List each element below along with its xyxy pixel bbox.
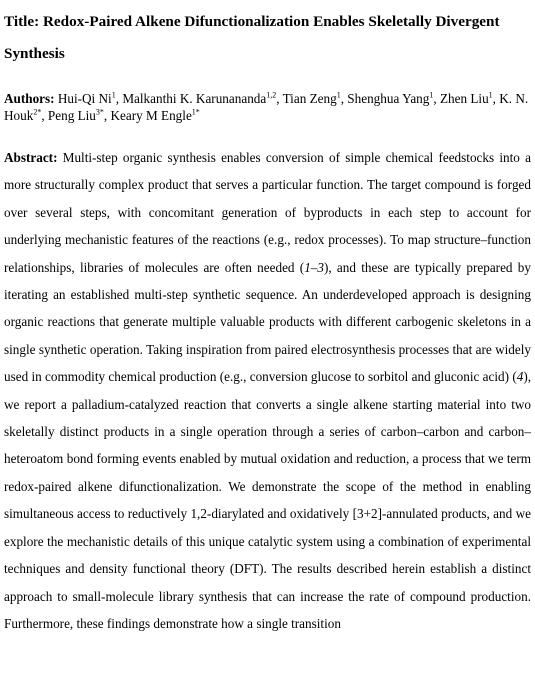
title-text: Redox-Paired Alkene Difunctionalization Enables Skeletally Divergent Synthesis: [4, 13, 500, 62]
abstract-text-2: ), and these are typically prepared by iterating an established multi-step synthetic sequence. An underdeveloped approach is designing organic reactions that generate multiple valuable products with different carbogenic skeletons in a single synthetic operation. Taking inspiration from paired electrosynthesis processes that are widely used in commodity chemical production (e.g., conversion glucose to sorbitol and gluconic acid) (: [4, 259, 531, 385]
author-name: Hui-Qi Ni: [57, 91, 112, 106]
author-affiliation: 1,2: [266, 90, 277, 100]
abstract-paragraph: [4, 144, 531, 637]
author-affiliation: 1*: [191, 107, 200, 117]
author-name: Peng Liu: [47, 108, 96, 123]
authors-label: Authors:: [4, 91, 55, 106]
author-name: Shenghua Yang: [347, 91, 430, 106]
author-name: Malkanthi K. Karunananda: [122, 91, 267, 106]
abstract-text-1: Multi-step organic synthesis enables conversion of simple chemical feedstocks into a more structurally complex product that serves a particular function. The target compound is forged over several steps, with concomitant generation of byproducts in each step to account for underlying mechanistic features of the reactions (e.g., redox processes). To map structure–function relationships, libraries of molecules are often needed (: [4, 150, 531, 275]
author-name: Tian Zeng: [282, 91, 337, 106]
author-names: Hui-Qi Ni$^1$, Malkanthi K. Karunananda$^{1,2}$, Tian Zeng$^1$, Shenghua Yang$^1$, Zhen Liu$^1$, K. N. Houk$^{2*}$, Peng Liu$^{3*}$, Keary M Engle$^{1*}$: [4, 90, 529, 123]
author-affiliation: 3*: [95, 107, 104, 117]
author-affiliation: 1: [111, 90, 116, 100]
abstract-text-3: ), we report a palladium-catalyzed reaction that converts a single alkene starting material into two skeletally distinct products in a single operation through a series of carbon–carbon and carbon–heteroatom bond forming events enabled by mutual oxidation and reduction, a process that we term redox-paired alkene difunctionalization. We demonstrate the scope of the method in enabling simultaneous access to reductively 1,2-diarylated and oxidatively [3+2]-annulated products, and we explore the mechanistic details of this unique catalytic system using a combination of experimental techniques and density functional theory (DFT). The results described herein establish a distinct approach to small-molecule library synthesis that can increase the rate of compound production. Furthermore, these findings demonstrate how a single transition: [4, 369, 532, 631]
citation-2: 4: [516, 369, 524, 385]
author-list: [4, 90, 531, 124]
author-affiliation: 2*: [33, 107, 42, 117]
citation-1: 1–3: [304, 259, 324, 275]
author-affiliation: 1: [336, 90, 341, 100]
abstract-label: Abstract:: [4, 150, 58, 165]
paper-title: [4, 0, 531, 70]
author-name: K. N. Houk: [4, 91, 529, 123]
author-affiliation: 1: [429, 90, 434, 100]
author-name: Zhen Liu: [439, 91, 489, 106]
title-label: Title:: [4, 13, 40, 30]
author-name: Keary M Engle: [110, 108, 192, 123]
author-affiliation: 1: [488, 90, 493, 100]
